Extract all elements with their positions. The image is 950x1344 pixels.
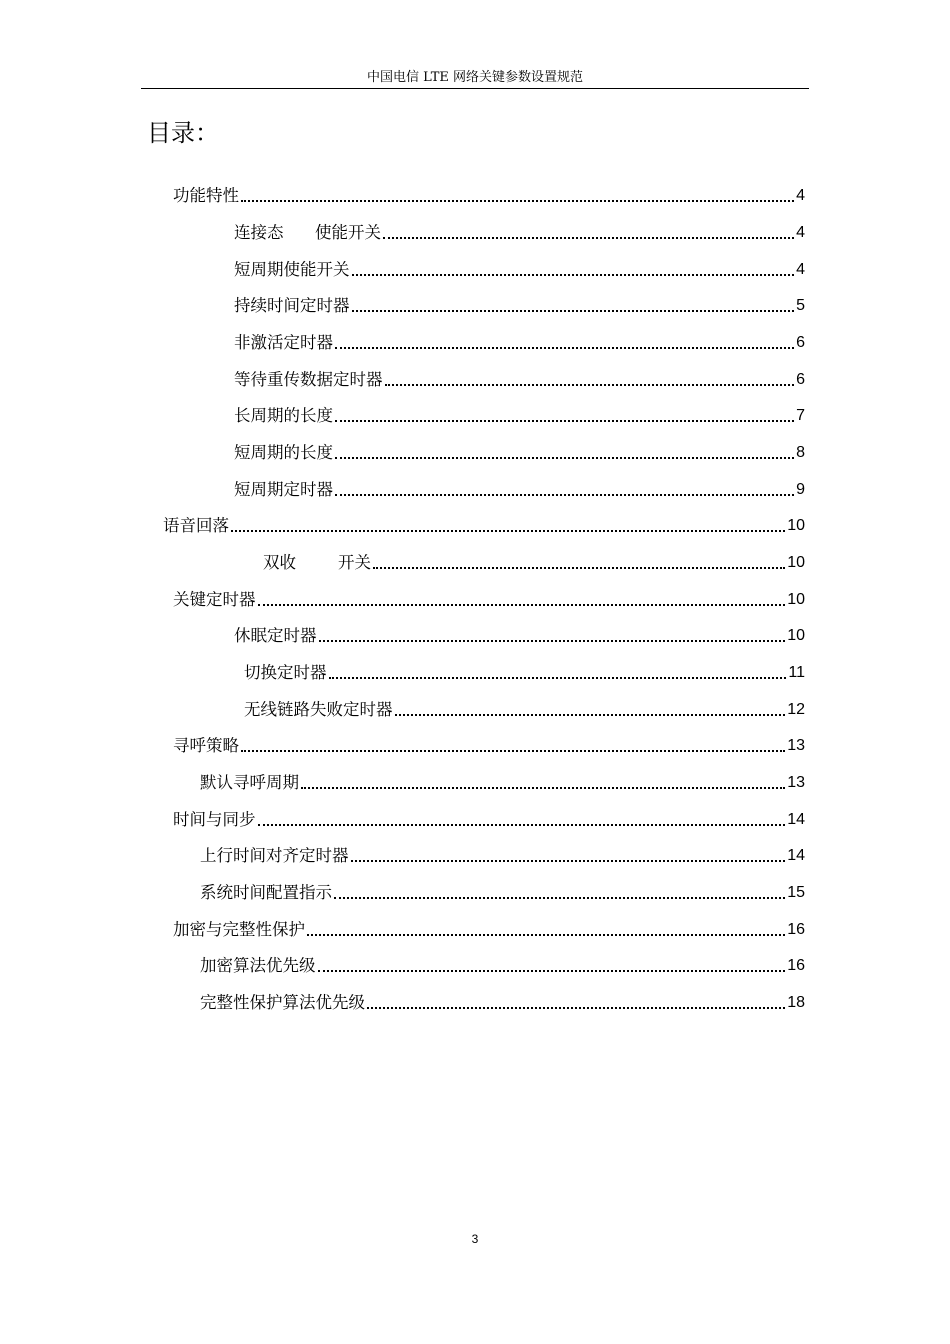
toc-entry-text: 双收 开关 <box>263 553 371 572</box>
toc-dot-leader <box>258 604 786 606</box>
toc-entry-page: 14 <box>787 847 805 864</box>
toc-entry-page: 11 <box>788 664 805 681</box>
toc-dot-leader <box>352 310 795 312</box>
toc-entry-text: 无线链路失败定时器 <box>244 700 393 719</box>
toc-entry-text: 短周期使能开关 <box>234 260 350 279</box>
toc-dot-leader <box>319 640 786 642</box>
toc-entry-text: 加密与完整性保护 <box>173 920 305 939</box>
toc-entry[interactable] <box>163 514 805 538</box>
toc-entry[interactable] <box>173 808 805 832</box>
toc-entry[interactable] <box>173 588 805 612</box>
toc-entry-page: 4 <box>796 224 805 241</box>
toc-entry-text: 完整性保护算法优先级 <box>200 993 365 1012</box>
toc-dot-leader <box>231 530 785 532</box>
toc-dot-leader <box>335 494 794 496</box>
toc-dot-leader <box>335 347 794 349</box>
toc-entry-page: 16 <box>787 921 805 938</box>
toc-entry[interactable] <box>234 624 805 648</box>
toc-entry-page: 8 <box>796 444 805 461</box>
toc-entry[interactable] <box>244 698 805 722</box>
toc-entry-page: 7 <box>796 407 805 424</box>
toc-entry-text: 短周期的长度 <box>234 443 333 462</box>
toc-entry-page: 10 <box>787 627 805 644</box>
toc-entry[interactable] <box>173 184 805 208</box>
toc-entry-text: 默认寻呼周期 <box>200 773 299 792</box>
toc-entry[interactable] <box>200 954 805 978</box>
toc-entry[interactable] <box>173 734 805 758</box>
toc-dot-leader <box>307 934 785 936</box>
toc-entry-text: 时间与同步 <box>173 810 256 829</box>
toc-entry-page: 15 <box>787 884 805 901</box>
toc-dot-leader <box>367 1007 785 1009</box>
toc-entry-page: 5 <box>796 297 805 314</box>
toc-entry[interactable] <box>200 771 805 795</box>
toc-entry-text: 切换定时器 <box>244 663 327 682</box>
toc-entry-page: 16 <box>787 957 805 974</box>
toc-entry[interactable] <box>234 368 805 392</box>
toc-entry[interactable] <box>234 294 805 318</box>
toc-entry[interactable] <box>234 404 805 428</box>
toc-entry-page: 13 <box>787 774 805 791</box>
toc-dot-leader <box>335 420 794 422</box>
toc-entry-text: 寻呼策略 <box>173 736 239 755</box>
toc-entry-text: 等待重传数据定时器 <box>234 370 383 389</box>
toc-entry-text: 休眠定时器 <box>234 626 317 645</box>
toc-dot-leader <box>335 457 794 459</box>
toc-entry-text: 系统时间配置指示 <box>200 883 332 902</box>
toc-dot-leader <box>258 824 786 826</box>
toc-entry[interactable] <box>200 991 805 1015</box>
toc-entry[interactable] <box>234 478 805 502</box>
toc-entry-text: 长周期的长度 <box>234 406 333 425</box>
toc-dot-leader <box>329 677 787 679</box>
toc-entry-page: 9 <box>796 481 805 498</box>
toc-entry-page: 6 <box>796 334 805 351</box>
toc-dot-leader <box>241 750 785 752</box>
toc-entry-page: 4 <box>796 187 805 204</box>
toc-dot-leader <box>373 567 785 569</box>
toc-entry-page: 4 <box>796 261 805 278</box>
page-number: 3 <box>471 1232 479 1246</box>
toc-entry-text: 加密算法优先级 <box>200 956 316 975</box>
toc-entry[interactable] <box>244 661 805 685</box>
toc-entry[interactable] <box>234 258 805 282</box>
toc-entry-page: 14 <box>787 811 805 828</box>
toc-entry[interactable] <box>173 918 805 942</box>
toc-entry[interactable] <box>263 551 805 575</box>
toc-entry-text: 短周期定时器 <box>234 480 333 499</box>
toc-entry-text: 功能特性 <box>173 186 239 205</box>
toc-entry-page: 10 <box>787 554 805 571</box>
toc-entry[interactable] <box>234 221 805 245</box>
toc-dot-leader <box>351 860 786 862</box>
toc-dot-leader <box>301 787 785 789</box>
toc-dot-leader <box>395 714 786 716</box>
toc-entry[interactable] <box>200 881 805 905</box>
toc-heading: 目录： <box>147 119 219 147</box>
toc-entry[interactable] <box>200 844 805 868</box>
toc-entry-page: 12 <box>787 701 805 718</box>
toc-dot-leader <box>385 384 795 386</box>
toc-entry[interactable] <box>234 441 805 465</box>
toc-dot-leader <box>241 200 794 202</box>
running-header-title: 中国电信 LTE 网络关键参数设置规范 <box>367 70 583 85</box>
toc-entry-page: 10 <box>787 517 805 534</box>
toc-dot-leader <box>383 237 794 239</box>
toc-entry[interactable] <box>234 331 805 355</box>
toc-dot-leader <box>318 970 786 972</box>
toc-entry-text: 上行时间对齐定时器 <box>200 846 349 865</box>
toc-entry-text: 持续时间定时器 <box>234 296 350 315</box>
toc-entry-text: 语音回落 <box>163 516 229 535</box>
toc-dot-leader <box>334 897 785 899</box>
toc-entry-page: 10 <box>787 591 805 608</box>
toc-entry-text: 关键定时器 <box>173 590 256 609</box>
toc-dot-leader <box>352 274 795 276</box>
toc-entry-text: 非激活定时器 <box>234 333 333 352</box>
toc-entry-page: 13 <box>787 737 805 754</box>
toc-entry-page: 6 <box>796 371 805 388</box>
toc-entry-text: 连接态 使能开关 <box>234 223 381 242</box>
toc-entry-page: 18 <box>787 994 805 1011</box>
